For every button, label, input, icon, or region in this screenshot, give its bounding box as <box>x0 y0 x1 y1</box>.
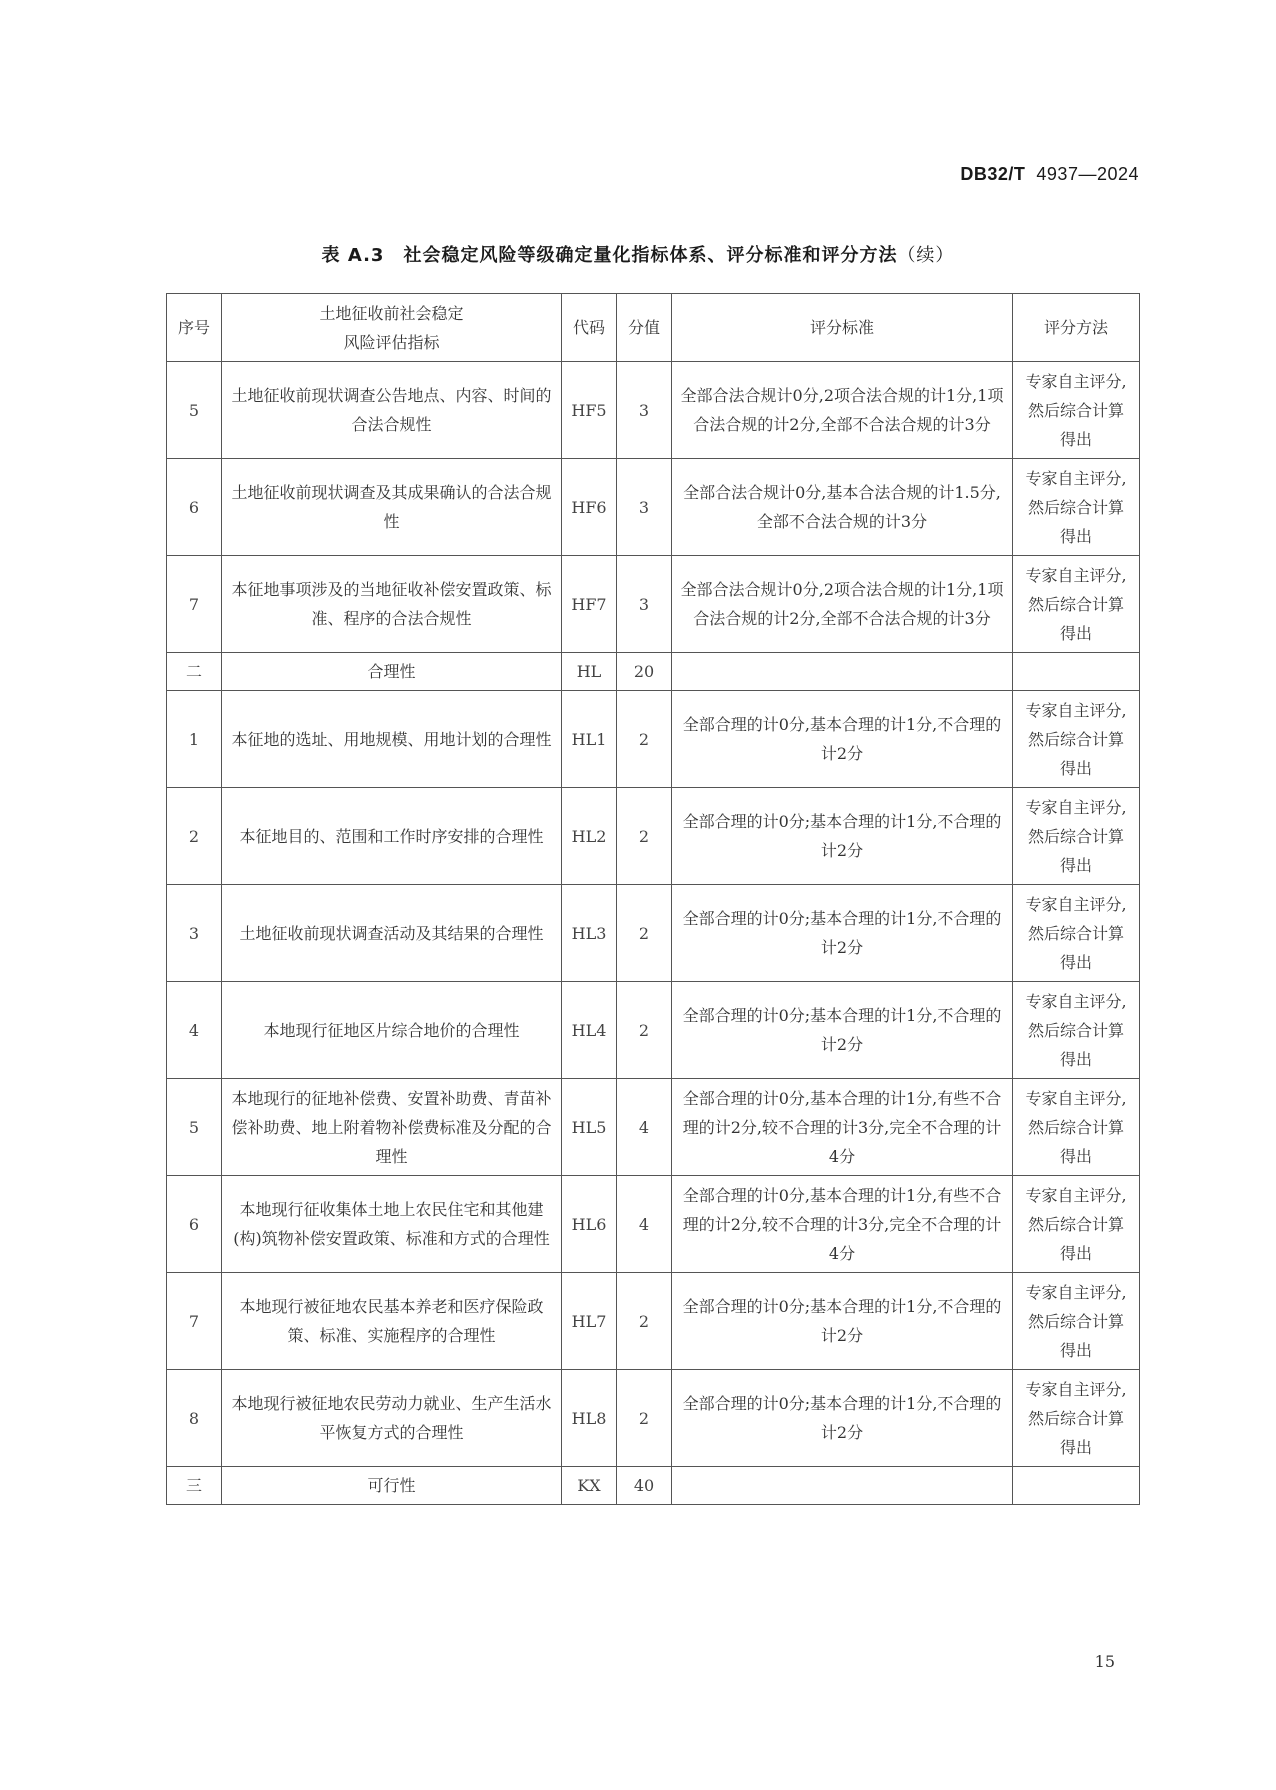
cell-method: 专家自主评分,然后综合计算得出 <box>1013 885 1140 982</box>
table-title <box>0 241 1276 267</box>
cell-method <box>1013 1467 1140 1505</box>
cell-code: HL1 <box>562 691 617 788</box>
cell-method: 专家自主评分,然后综合计算得出 <box>1013 459 1140 556</box>
header-code: 代码 <box>562 294 617 362</box>
cell-indicator: 合理性 <box>222 653 562 691</box>
cell-code: HL6 <box>562 1176 617 1273</box>
table-row <box>167 556 1140 653</box>
cell-indicator: 本地现行被征地农民基本养老和医疗保险政策、标准、实施程序的合理性 <box>222 1273 562 1370</box>
cell-score: 40 <box>617 1467 672 1505</box>
cell-score: 4 <box>617 1176 672 1273</box>
document-code-prefix: DB32/T <box>960 164 1026 184</box>
cell-method <box>1013 653 1140 691</box>
page-number: 15 <box>1094 1652 1115 1671</box>
cell-score: 2 <box>617 982 672 1079</box>
cell-method: 专家自主评分,然后综合计算得出 <box>1013 691 1140 788</box>
cell-method: 专家自主评分,然后综合计算得出 <box>1013 788 1140 885</box>
cell-score: 2 <box>617 788 672 885</box>
cell-method: 专家自主评分,然后综合计算得出 <box>1013 1176 1140 1273</box>
cell-score: 3 <box>617 459 672 556</box>
cell-indicator: 本地现行征地区片综合地价的合理性 <box>222 982 562 1079</box>
cell-score: 3 <box>617 556 672 653</box>
cell-method: 专家自主评分,然后综合计算得出 <box>1013 1273 1140 1370</box>
document-code <box>960 164 1139 185</box>
table-row <box>167 362 1140 459</box>
cell-standard: 全部合理的计0分,基本合理的计1分,不合理的计2分 <box>672 691 1013 788</box>
cell-indicator: 土地征收前现状调查及其成果确认的合法合规性 <box>222 459 562 556</box>
cell-standard: 全部合法合规计0分,基本合法合规的计1.5分,全部不合法合规的计3分 <box>672 459 1013 556</box>
cell-standard: 全部合法合规计0分,2项合法合规的计1分,1项合法合规的计2分,全部不合法合规的计3分 <box>672 556 1013 653</box>
cell-score: 2 <box>617 1273 672 1370</box>
cell-code: HL7 <box>562 1273 617 1370</box>
cell-code: HL5 <box>562 1079 617 1176</box>
cell-method: 专家自主评分,然后综合计算得出 <box>1013 556 1140 653</box>
cell-standard: 全部合理的计0分,基本合理的计1分,有些不合理的计2分,较不合理的计3分,完全不合理的计4分 <box>672 1176 1013 1273</box>
cell-code: HL3 <box>562 885 617 982</box>
cell-index: 6 <box>167 459 222 556</box>
header-indicator-line1: 土地征收前社会稳定 <box>319 303 464 323</box>
cell-index: 6 <box>167 1176 222 1273</box>
cell-code: HF5 <box>562 362 617 459</box>
header-indicator-line2: 风险评估指标 <box>343 332 440 352</box>
cell-standard: 全部合理的计0分;基本合理的计1分,不合理的计2分 <box>672 788 1013 885</box>
cell-standard: 全部合理的计0分,基本合理的计1分,有些不合理的计2分,较不合理的计3分,完全不合理的计4分 <box>672 1079 1013 1176</box>
table-row <box>167 885 1140 982</box>
cell-standard <box>672 653 1013 691</box>
table-row <box>167 1370 1140 1467</box>
cell-index: 7 <box>167 1273 222 1370</box>
table-row <box>167 691 1140 788</box>
cell-code: HL <box>562 653 617 691</box>
section-row <box>167 653 1140 691</box>
cell-method: 专家自主评分,然后综合计算得出 <box>1013 1079 1140 1176</box>
header-score: 分值 <box>617 294 672 362</box>
table-body <box>167 362 1140 1505</box>
header-standard: 评分标准 <box>672 294 1013 362</box>
table-row <box>167 788 1140 885</box>
cell-standard: 全部合法合规计0分,2项合法合规的计1分,1项合法合规的计2分,全部不合法合规的计3分 <box>672 362 1013 459</box>
table-title-continued: （续） <box>897 245 955 266</box>
cell-code: HL2 <box>562 788 617 885</box>
cell-method: 专家自主评分,然后综合计算得出 <box>1013 1370 1140 1467</box>
table-title-text: 表 A.3 社会稳定风险等级确定量化指标体系、评分标准和评分方法 <box>321 245 898 266</box>
header-indicator <box>222 294 562 362</box>
cell-standard: 全部合理的计0分;基本合理的计1分,不合理的计2分 <box>672 1370 1013 1467</box>
cell-index: 二 <box>167 653 222 691</box>
cell-standard: 全部合理的计0分;基本合理的计1分,不合理的计2分 <box>672 885 1013 982</box>
table-header <box>167 294 1140 362</box>
cell-score: 4 <box>617 1079 672 1176</box>
cell-indicator: 本征地事项涉及的当地征收补偿安置政策、标准、程序的合法合规性 <box>222 556 562 653</box>
section-row <box>167 1467 1140 1505</box>
cell-standard: 全部合理的计0分;基本合理的计1分,不合理的计2分 <box>672 982 1013 1079</box>
document-code-number: 4937—2024 <box>1036 164 1139 184</box>
table-row <box>167 459 1140 556</box>
cell-index: 4 <box>167 982 222 1079</box>
cell-indicator: 本地现行的征地补偿费、安置补助费、青苗补偿补助费、地上附着物补偿费标准及分配的合理性 <box>222 1079 562 1176</box>
cell-code: KX <box>562 1467 617 1505</box>
cell-score: 3 <box>617 362 672 459</box>
cell-indicator: 本地现行被征地农民劳动力就业、生产生活水平恢复方式的合理性 <box>222 1370 562 1467</box>
cell-method: 专家自主评分,然后综合计算得出 <box>1013 362 1140 459</box>
cell-index: 5 <box>167 362 222 459</box>
cell-score: 2 <box>617 691 672 788</box>
table-row <box>167 1273 1140 1370</box>
cell-code: HF6 <box>562 459 617 556</box>
cell-indicator: 本征地目的、范围和工作时序安排的合理性 <box>222 788 562 885</box>
cell-index: 2 <box>167 788 222 885</box>
cell-indicator: 可行性 <box>222 1467 562 1505</box>
cell-index: 7 <box>167 556 222 653</box>
cell-score: 2 <box>617 885 672 982</box>
cell-code: HL8 <box>562 1370 617 1467</box>
cell-index: 5 <box>167 1079 222 1176</box>
cell-method: 专家自主评分,然后综合计算得出 <box>1013 982 1140 1079</box>
cell-index: 1 <box>167 691 222 788</box>
header-method: 评分方法 <box>1013 294 1140 362</box>
table-row <box>167 1176 1140 1273</box>
cell-score: 2 <box>617 1370 672 1467</box>
cell-standard: 全部合理的计0分;基本合理的计1分,不合理的计2分 <box>672 1273 1013 1370</box>
table-row <box>167 1079 1140 1176</box>
cell-indicator: 土地征收前现状调查公告地点、内容、时间的合法合规性 <box>222 362 562 459</box>
cell-code: HL4 <box>562 982 617 1079</box>
cell-score: 20 <box>617 653 672 691</box>
header-index: 序号 <box>167 294 222 362</box>
cell-standard <box>672 1467 1013 1505</box>
cell-index: 8 <box>167 1370 222 1467</box>
cell-indicator: 土地征收前现状调查活动及其结果的合理性 <box>222 885 562 982</box>
cell-index: 3 <box>167 885 222 982</box>
cell-indicator: 本征地的选址、用地规模、用地计划的合理性 <box>222 691 562 788</box>
indicator-table <box>166 293 1140 1505</box>
cell-indicator: 本地现行征收集体土地上农民住宅和其他建(构)筑物补偿安置政策、标准和方式的合理性 <box>222 1176 562 1273</box>
cell-index: 三 <box>167 1467 222 1505</box>
table-row <box>167 982 1140 1079</box>
cell-code: HF7 <box>562 556 617 653</box>
